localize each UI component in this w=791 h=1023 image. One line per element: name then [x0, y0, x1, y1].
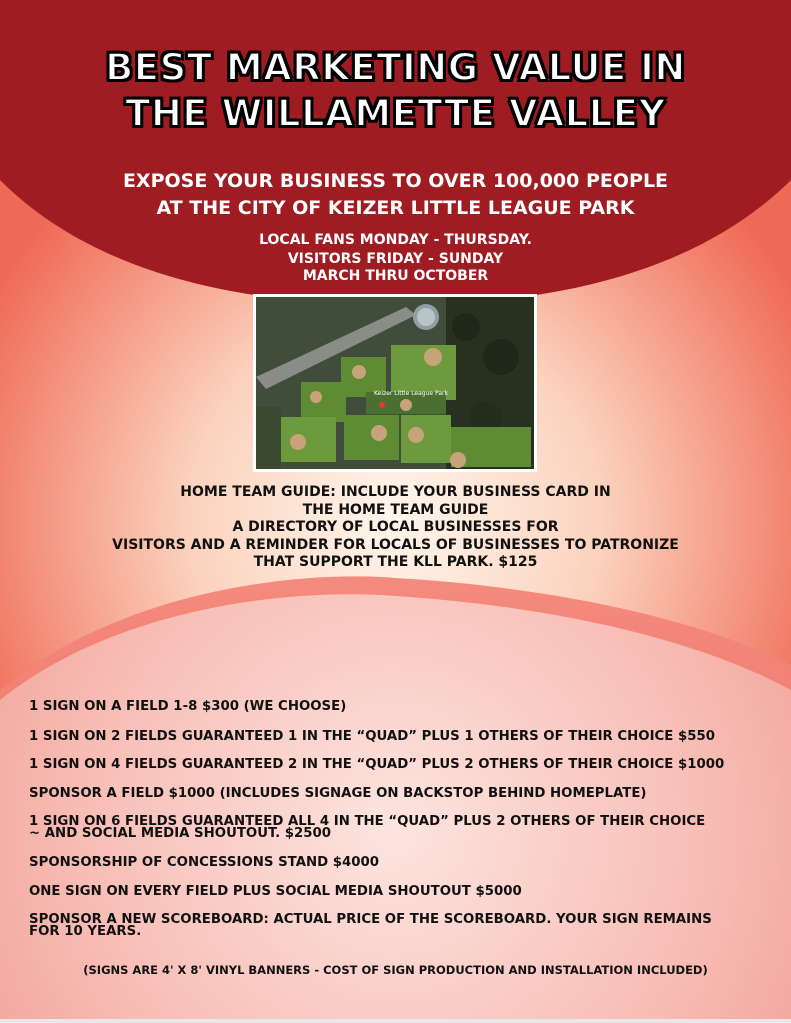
- option-item: SPONSOR A NEW SCOREBOARD: ACTUAL PRICE OF THE SCOREBOARD. YOUR SIGN REMAINS: [29, 912, 712, 927]
- schedule-line-2: VISITORS FRIDAY - SUNDAY: [287, 251, 504, 267]
- aerial-map-image: [256, 297, 534, 469]
- option-item: SPONSOR A FIELD $1000 (INCLUDES SIGNAGE ON BACKSTOP BEHIND HOMEPLATE): [29, 786, 647, 801]
- guide-line-2: THE HOME TEAM GUIDE: [302, 501, 489, 518]
- option-item: 1 SIGN ON A FIELD 1-8 $300 (WE CHOOSE): [29, 699, 347, 714]
- subheadline-line-2: AT THE CITY OF KEIZER LITTLE LEAGUE PARK: [156, 197, 635, 219]
- park-aerial-photo: [253, 294, 537, 472]
- option-item: 1 SIGN ON 4 FIELDS GUARANTEED 2 IN THE “QUAD” PLUS 2 OTHERS OF THEIR CHOICE $1000: [29, 757, 725, 772]
- headline-line-2: THE WILLAMETTE VALLEY: [125, 92, 666, 135]
- home-team-guide: [0, 484, 791, 572]
- guide-line-4: VISITORS AND A REMINDER FOR LOCALS OF BUSINESSES TO PATRONIZE: [112, 536, 679, 553]
- option-item-continued: ~ AND SOCIAL MEDIA SHOUTOUT. $2500: [29, 826, 332, 841]
- option-item-continued: FOR 10 YEARS.: [29, 924, 142, 939]
- guide-line-5: THAT SUPPORT THE KLL PARK. $125: [253, 554, 538, 570]
- option-item: 1 SIGN ON 6 FIELDS GUARANTEED ALL 4 IN THE “QUAD” PLUS 2 OTHERS OF THEIR CHOICE: [29, 814, 706, 829]
- subheadline-line-1: EXPOSE YOUR BUSINESS TO OVER 100,000 PEOPLE: [122, 170, 669, 192]
- headline-line-1: BEST MARKETING VALUE IN: [105, 46, 686, 89]
- option-item: 1 SIGN ON 2 FIELDS GUARANTEED 1 IN THE “QUAD” PLUS 1 OTHERS OF THEIR CHOICE $550: [29, 729, 716, 744]
- guide-line-3: A DIRECTORY OF LOCAL BUSINESSES FOR: [232, 519, 559, 535]
- schedule-line-3: MARCH THRU OCTOBER: [302, 268, 489, 284]
- option-item: ONE SIGN ON EVERY FIELD PLUS SOCIAL MEDIA SHOUTOUT $5000: [29, 884, 522, 899]
- footer-note: (SIGNS ARE 4' X 8' VINYL BANNERS - COST OF SIGN PRODUCTION AND INSTALLATION INCLUDED): [83, 963, 708, 977]
- option-item: SPONSORSHIP OF CONCESSIONS STAND $4000: [29, 855, 380, 870]
- guide-line-1: HOME TEAM GUIDE: INCLUDE YOUR BUSINESS CARD IN: [180, 484, 611, 500]
- park-map-label: Keizer Little League Park: [374, 390, 448, 397]
- schedule-line-1: LOCAL FANS MONDAY - THURSDAY.: [259, 232, 532, 248]
